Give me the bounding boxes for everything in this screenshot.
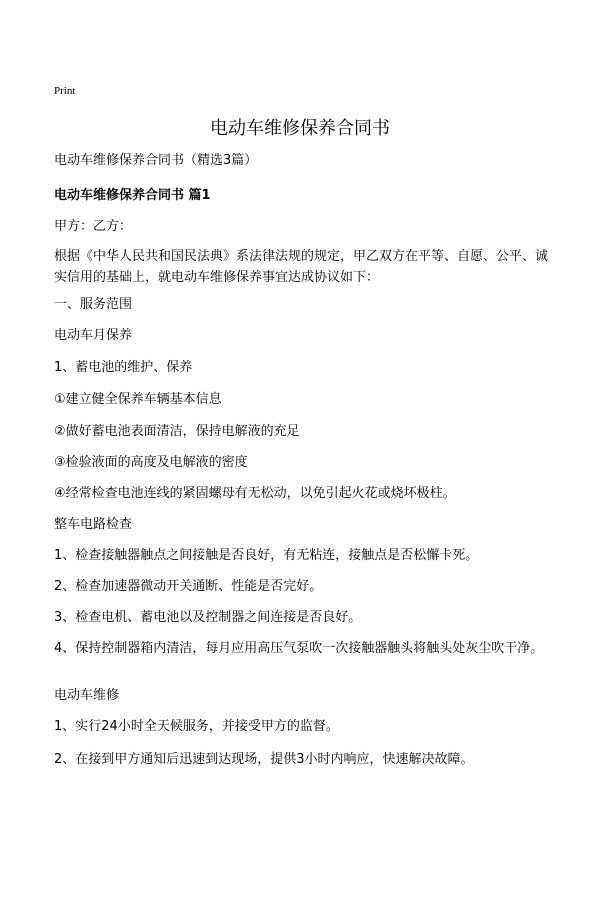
print-label: Print (54, 85, 76, 97)
section-heading: 电动车维修保养合同书 篇1 (54, 188, 211, 203)
list-item: 2、检查加速器微动开关通断、性能是否完好。 (54, 579, 323, 594)
repair-heading: 电动车维修 (54, 688, 120, 703)
list-item: 3、检查电机、蓄电池以及控制器之间连接是否良好。 (54, 610, 362, 625)
battery-maintenance-item: 1、蓄电池的维护、保养 (54, 360, 193, 375)
monthly-maintenance-heading: 电动车月保养 (54, 328, 133, 343)
list-item: 2、在接到甲方通知后迅速到达现场，提供3小时内响应，快速解决故障。 (54, 752, 474, 767)
list-item: 4、保持控制器箱内清洁，每月应用高压气泵吹一次接触器触头将触头处灰尘吹干净。 (54, 641, 544, 656)
intro-paragraph: 根据《中华人民共和国民法典》系法律法规的规定，甲乙双方在平等、自愿、公平、诚实信用的基础上，就电动车维修保养事宜达成协议如下： (54, 249, 549, 285)
document-subtitle: 电动车维修保养合同书（精选3篇） (54, 153, 258, 168)
list-item: ①建立健全保养车辆基本信息 (54, 392, 222, 407)
list-item: ③检验液面的高度及电解液的密度 (54, 455, 248, 470)
document-title: 电动车维修保养合同书 (210, 118, 390, 139)
circuit-check-heading: 整车电路检查 (54, 517, 133, 532)
list-item: ④经常检查电池连线的紧固螺母有无松动，以免引起火花或烧坏极柱。 (54, 486, 456, 501)
list-item: ②做好蓄电池表面清洁，保持电解液的充足 (54, 424, 300, 439)
list-item: 1、实行24小时全天候服务，并接受甲方的监督。 (54, 719, 339, 734)
parties-line: 甲方：乙方： (54, 219, 133, 234)
list-item: 1、检查接触器触点之间接触是否良好，有无粘连，接触点是否松懈卡死。 (54, 548, 479, 563)
service-scope-heading: 一、服务范围 (54, 297, 133, 312)
